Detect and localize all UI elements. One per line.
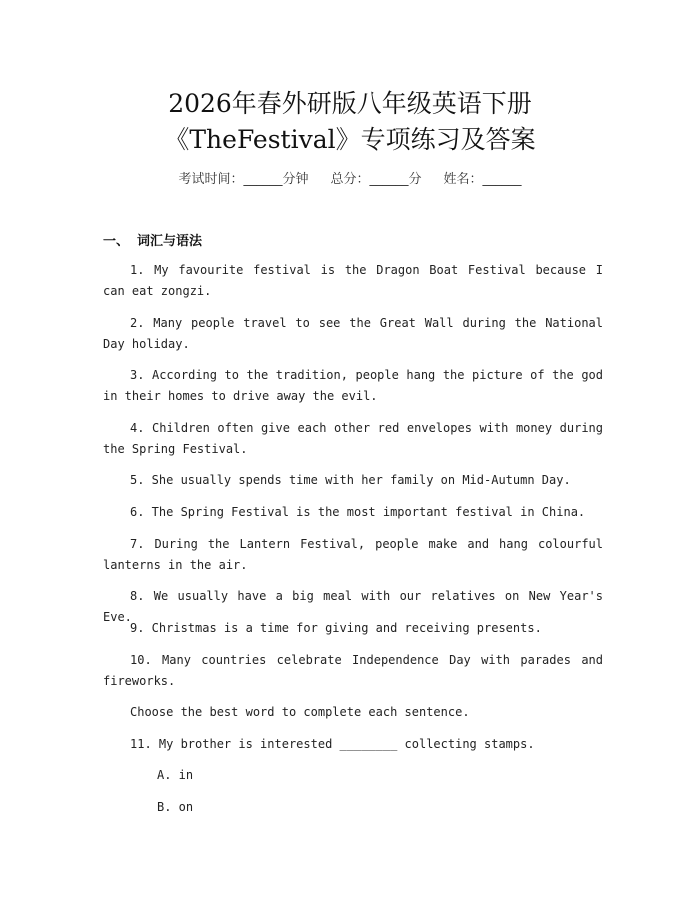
question-5: 5. She usually spends time with her family on Mid-Autumn Day. xyxy=(130,473,571,487)
instruction-text: Choose the best word to complete each sentence. xyxy=(130,705,470,719)
question-1: 1. My favourite festival is the Dragon Boat Festival because I can eat zongzi. xyxy=(103,263,603,298)
exam-time-field: 考试时间：______分钟 xyxy=(178,172,309,187)
section-heading xyxy=(103,230,202,249)
total-score-field: 总分：______分 xyxy=(330,172,422,187)
question-7: 7. During the Lantern Festival, people make and hang colourful lanterns in the air. xyxy=(103,537,603,572)
page-title-line1: 2026年春外研版八年级英语下册 xyxy=(168,89,532,118)
option-b: B. on xyxy=(157,800,194,814)
option-a: A. in xyxy=(157,768,194,782)
question-8: 8. We usually have a big meal with our relatives on New Year's Eve. xyxy=(103,589,603,624)
page-title-line2: 《TheFestival》专项练习及答案 xyxy=(164,125,536,154)
question-10: 10. Many countries celebrate Independence Day with parades and fireworks. xyxy=(103,653,603,688)
question-2: 2. Many people travel to see the Great Wall during the National Day holiday. xyxy=(103,316,603,351)
section-title: 词汇与语法 xyxy=(137,234,203,249)
exam-info-line xyxy=(0,168,700,187)
name-field: 姓名：______ xyxy=(443,172,522,187)
question-6: 6. The Spring Festival is the most important festival in China. xyxy=(130,505,586,519)
question-11: 11. My brother is interested ________ collecting stamps. xyxy=(130,737,535,751)
question-9: 9. Christmas is a time for giving and receiving presents. xyxy=(130,621,542,635)
section-number: 一、 xyxy=(103,234,130,249)
question-4: 4. Children often give each other red envelopes with money during the Spring Festival. xyxy=(103,421,603,456)
question-3: 3. According to the tradition, people hang the picture of the god in their homes to drive away the evil. xyxy=(103,368,603,403)
